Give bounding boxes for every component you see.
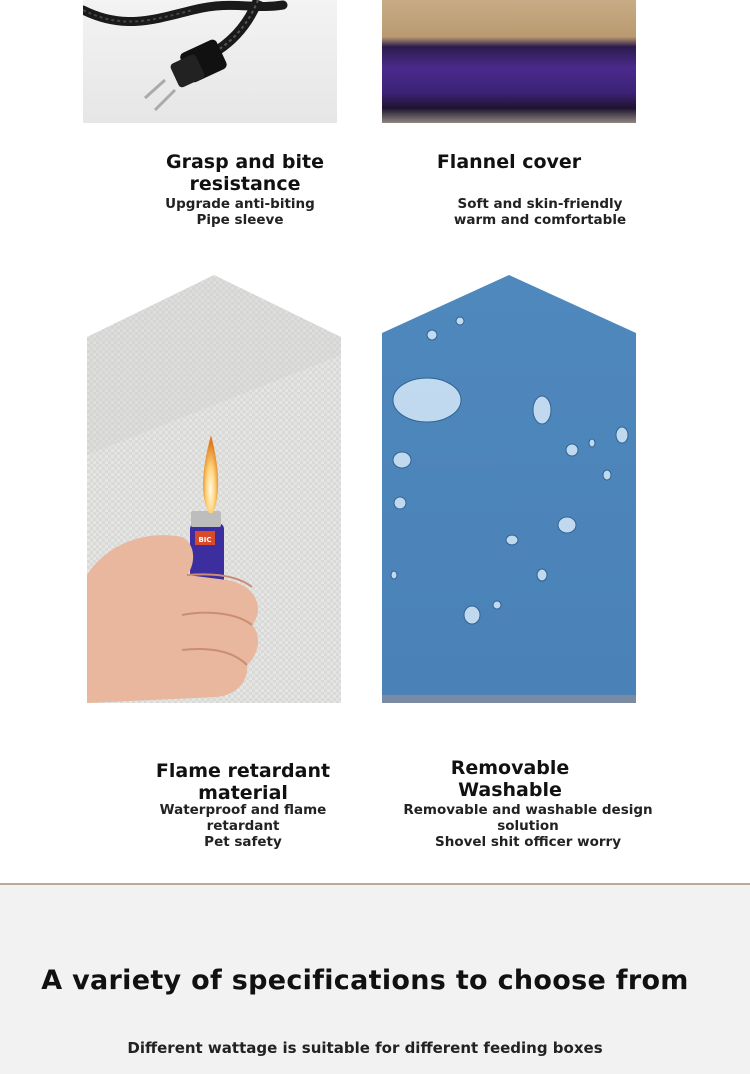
feature-desc-washable-2: solution [497,818,559,834]
feature-title-flannel: Flannel cover [436,151,582,173]
feature-desc-flannel-2: warm and comfortable [453,212,627,228]
flame-retardant-photo [87,275,341,703]
feature-desc-washable-3: Shovel shit officer worry [434,834,622,850]
feature-desc-bite-resistance-1: Upgrade anti-biting [165,196,315,212]
feature-title-flame-2: material [198,782,288,804]
specifications-title: A variety of specifications to choose from [41,965,689,996]
lighter-brand-label: BIC [198,536,212,544]
feature-title-flame-1: Flame retardant [155,760,331,782]
plug-cable-photo [83,0,337,123]
feature-title-bite-resistance: Grasp and bite resistance [166,151,324,195]
waterproof-fabric-photo [382,275,636,703]
feature-desc-bite-resistance-2: Pipe sleeve [196,212,284,228]
feature-desc-flame-1: Waterproof and flame [159,802,327,818]
feature-desc-flannel-1: Soft and skin-friendly [457,196,623,212]
feature-title-washable: Removable Washable [450,757,570,801]
feature-desc-washable-1: Removable and washable design [403,802,653,818]
feature-desc-flame-2: retardant [206,818,280,834]
feature-desc-flame-3: Pet safety [204,834,282,850]
flannel-fabric-photo [382,0,636,123]
specifications-subtitle: Different wattage is suitable for different feeding boxes [127,1039,603,1057]
